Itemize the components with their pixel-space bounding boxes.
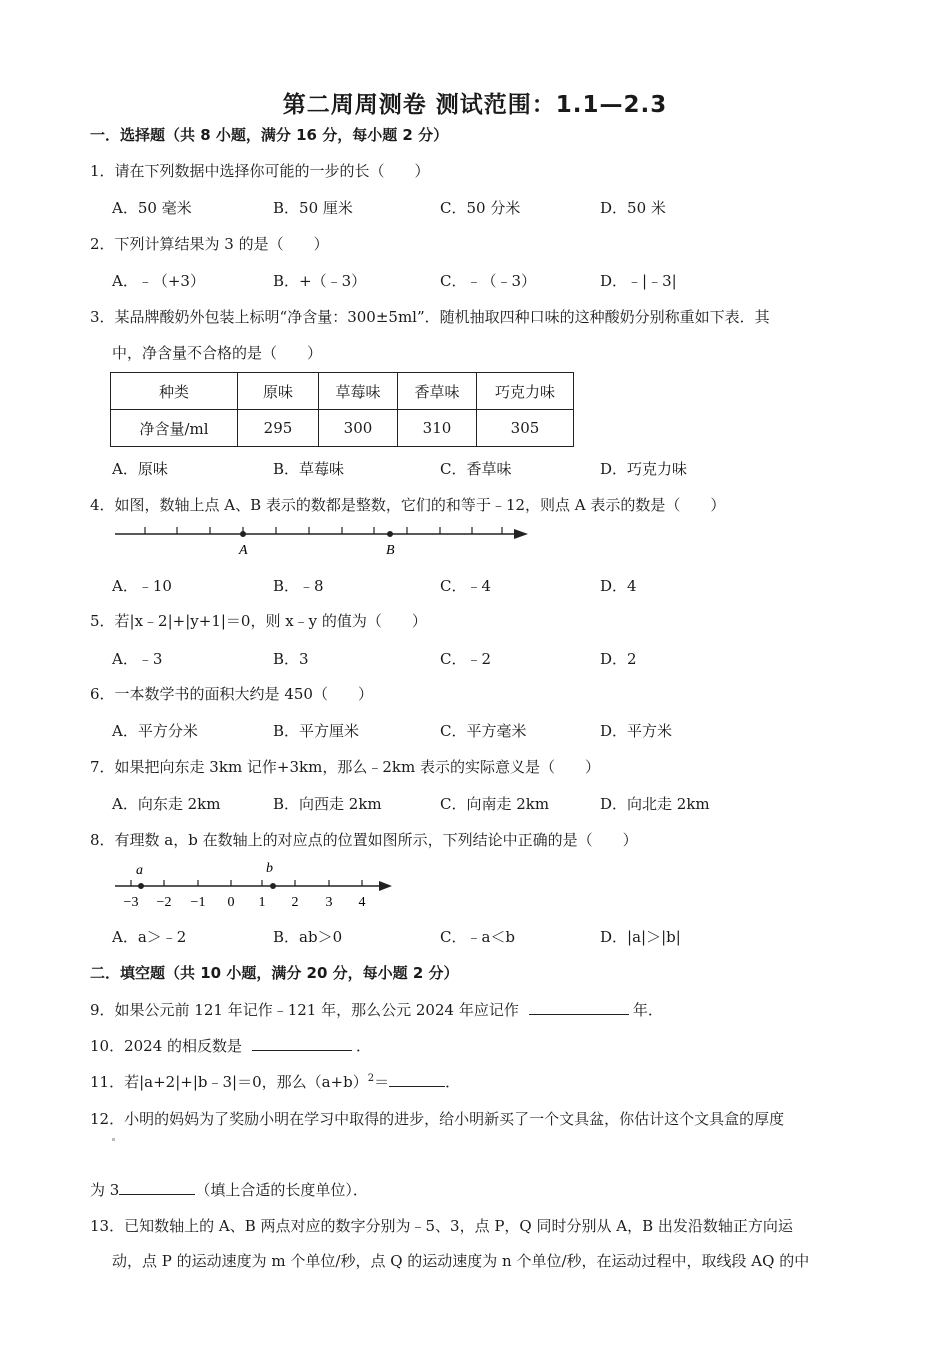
answer-blank[interactable] <box>119 1180 195 1195</box>
point-a <box>240 531 246 537</box>
net-content-table <box>110 372 574 447</box>
q1-option-c: C．50 分米 <box>440 199 521 217</box>
section-heading-fill: 二．填空题（共 10 小题，满分 20 分，每小题 2 分） <box>90 964 459 982</box>
q3-option-c: C．香草味 <box>440 460 512 478</box>
point-b <box>270 883 276 889</box>
point-b <box>387 531 393 537</box>
q8-option-c: C．﹣a＜b <box>440 928 516 946</box>
q8-option-d: D．|a|＞|b| <box>600 928 681 946</box>
number-line-q4 <box>110 518 535 560</box>
q4-option-d: D．4 <box>600 577 637 595</box>
tick-label: 0 <box>227 895 235 910</box>
point-b-label: B <box>386 543 395 558</box>
q2-option-d: D．﹣|﹣3| <box>600 272 677 290</box>
point-a-label: a <box>136 863 143 878</box>
axis-arrow <box>379 881 392 891</box>
question-9-text: 9．如果公元前 121 年记作﹣121 年，那么公元 2024 年应记作 <box>90 1001 519 1019</box>
question-12-tail: （填上合适的长度单位）． <box>195 1181 368 1199</box>
q6-option-b: B．平方厘米 <box>273 722 360 740</box>
exponent: 2 <box>367 1073 375 1084</box>
tick-label: −1 <box>190 895 206 910</box>
tick-label: −2 <box>156 895 172 910</box>
section-heading-choice: 一．选择题（共 8 小题，满分 16 分，每小题 2 分） <box>90 126 449 144</box>
q5-option-b: B．3 <box>273 650 309 668</box>
number-line-q8 <box>110 856 400 914</box>
table-cell: 300 <box>319 410 398 447</box>
question-9 <box>90 999 663 1020</box>
point-a-label: A <box>239 543 248 558</box>
question-7-stem: 7．如果把向东走 3km 记作+3km，那么﹣2km 表示的实际意义是（ ） <box>90 758 600 776</box>
q3-option-b: B．草莓味 <box>273 460 345 478</box>
q3-option-d: D．巧克力味 <box>600 460 688 478</box>
tick-label: 2 <box>291 895 299 910</box>
question-11-text: 11．若|a+2|+|b﹣3|＝0，那么（a+b） <box>90 1073 368 1091</box>
q8-option-a: A．a＞﹣2 <box>112 928 187 946</box>
q7-option-c: C．向南走 2km <box>440 795 550 813</box>
question-8-stem: 8．有理数 a，b 在数轴上的对应点的位置如图所示，下列结论中正确的是（ ） <box>90 831 638 849</box>
q6-option-c: C．平方毫米 <box>440 722 527 740</box>
question-1-stem: 1．请在下列数据中选择你可能的一步的长（ ） <box>90 162 430 180</box>
question-10-text: 10．2024 的相反数是 <box>90 1037 243 1055</box>
question-9-tail: 年． <box>632 1001 663 1019</box>
tick-label: −3 <box>123 895 139 910</box>
table-header-row <box>111 373 574 410</box>
page-title: 第二周周测卷 测试范围：1.1—2.3 <box>282 92 668 118</box>
question-11-equals: ＝ <box>374 1073 390 1091</box>
table-cell: 305 <box>477 410 574 447</box>
q2-option-a: A．﹣（+3） <box>112 272 205 290</box>
table-header-cell: 香草味 <box>398 373 477 410</box>
point-b-label: b <box>266 861 273 876</box>
table-row-label: 净含量/ml <box>111 410 238 447</box>
question-12-stem: 12．小明的妈妈为了奖励小明在学习中取得的进步，给小明新买了一个文具盆，你估计这个文具盒的厚度 <box>90 1110 785 1128</box>
q4-option-a: A．﹣10 <box>112 577 172 595</box>
question-10 <box>90 1035 371 1056</box>
table-cell: 295 <box>238 410 319 447</box>
question-5-stem: 5．若|x﹣2|+|y+1|＝0，则 x﹣y 的值为（ ） <box>90 612 427 630</box>
q4-option-c: C．﹣4 <box>440 577 492 595</box>
question-12-text: 为 3 <box>90 1181 120 1199</box>
question-4-stem: 4．如图，数轴上点 A、B 表示的数都是整数，它们的和等于﹣12，则点 A 表示的数是（ ） <box>90 496 726 514</box>
q3-option-a: A．原味 <box>112 460 168 478</box>
question-13-stem: 13．已知数轴上的 A、B 两点对应的数字分别为﹣5、3，点 P，Q 同时分别从 A，B 出发沿数轴正方向运 <box>90 1217 793 1235</box>
table-header-cell: 巧克力味 <box>477 373 574 410</box>
q5-option-a: A．﹣3 <box>112 650 163 668</box>
table-header-cell: 草莓味 <box>319 373 398 410</box>
axis-ticks <box>145 527 502 534</box>
q1-option-b: B．50 厘米 <box>273 199 353 217</box>
axis-arrow <box>514 529 528 539</box>
question-11 <box>90 1071 460 1092</box>
q8-option-b: B．ab＞0 <box>273 928 343 946</box>
question-11-tail: ． <box>445 1073 461 1091</box>
question-3-stem-cont: 中，净含量不合格的是（ ） <box>112 344 323 362</box>
point-a <box>138 883 144 889</box>
answer-blank[interactable] <box>529 1000 629 1015</box>
q5-option-d: D．2 <box>600 650 637 668</box>
question-12-cont <box>90 1179 368 1200</box>
q2-option-b: B．+（﹣3） <box>273 272 367 290</box>
answer-blank[interactable] <box>252 1036 352 1051</box>
tick-label: 3 <box>325 895 333 910</box>
q7-option-d: D．向北走 2km <box>600 795 710 813</box>
answer-blank[interactable] <box>389 1072 445 1087</box>
tick-label: 4 <box>358 895 366 910</box>
q4-option-b: B．﹣8 <box>273 577 324 595</box>
table-header-cell: 原味 <box>238 373 319 410</box>
tick-label: 1 <box>258 895 266 910</box>
q5-option-c: C．﹣2 <box>440 650 492 668</box>
question-3-stem: 3．某品牌酸奶外包装上标明“净含量：300±5ml”．随机抽取四种口味的这种酸奶分别称重如下表．其 <box>90 308 770 326</box>
question-2-stem: 2．下列计算结果为 3 的是（ ） <box>90 235 329 253</box>
scan-speck <box>112 1138 115 1141</box>
question-10-tail: ． <box>356 1037 372 1055</box>
question-6-stem: 6．一本数学书的面积大约是 450（ ） <box>90 685 373 703</box>
q7-option-b: B．向西走 2km <box>273 795 382 813</box>
q6-option-d: D．平方米 <box>600 722 673 740</box>
q1-option-a: A．50 毫米 <box>112 199 192 217</box>
table-header-cell: 种类 <box>111 373 238 410</box>
q6-option-a: A．平方分米 <box>112 722 198 740</box>
table-row <box>111 410 574 447</box>
q7-option-a: A．向东走 2km <box>112 795 221 813</box>
q2-option-c: C．﹣（﹣3） <box>440 272 537 290</box>
question-13-stem-cont: 动，点 P 的运动速度为 m 个单位/秒，点 Q 的运动速度为 n 个单位/秒，在运动过程中，取线段 AQ 的中 <box>112 1252 810 1270</box>
axis-ticks <box>131 880 362 886</box>
table-cell: 310 <box>398 410 477 447</box>
q1-option-d: D．50 米 <box>600 199 666 217</box>
